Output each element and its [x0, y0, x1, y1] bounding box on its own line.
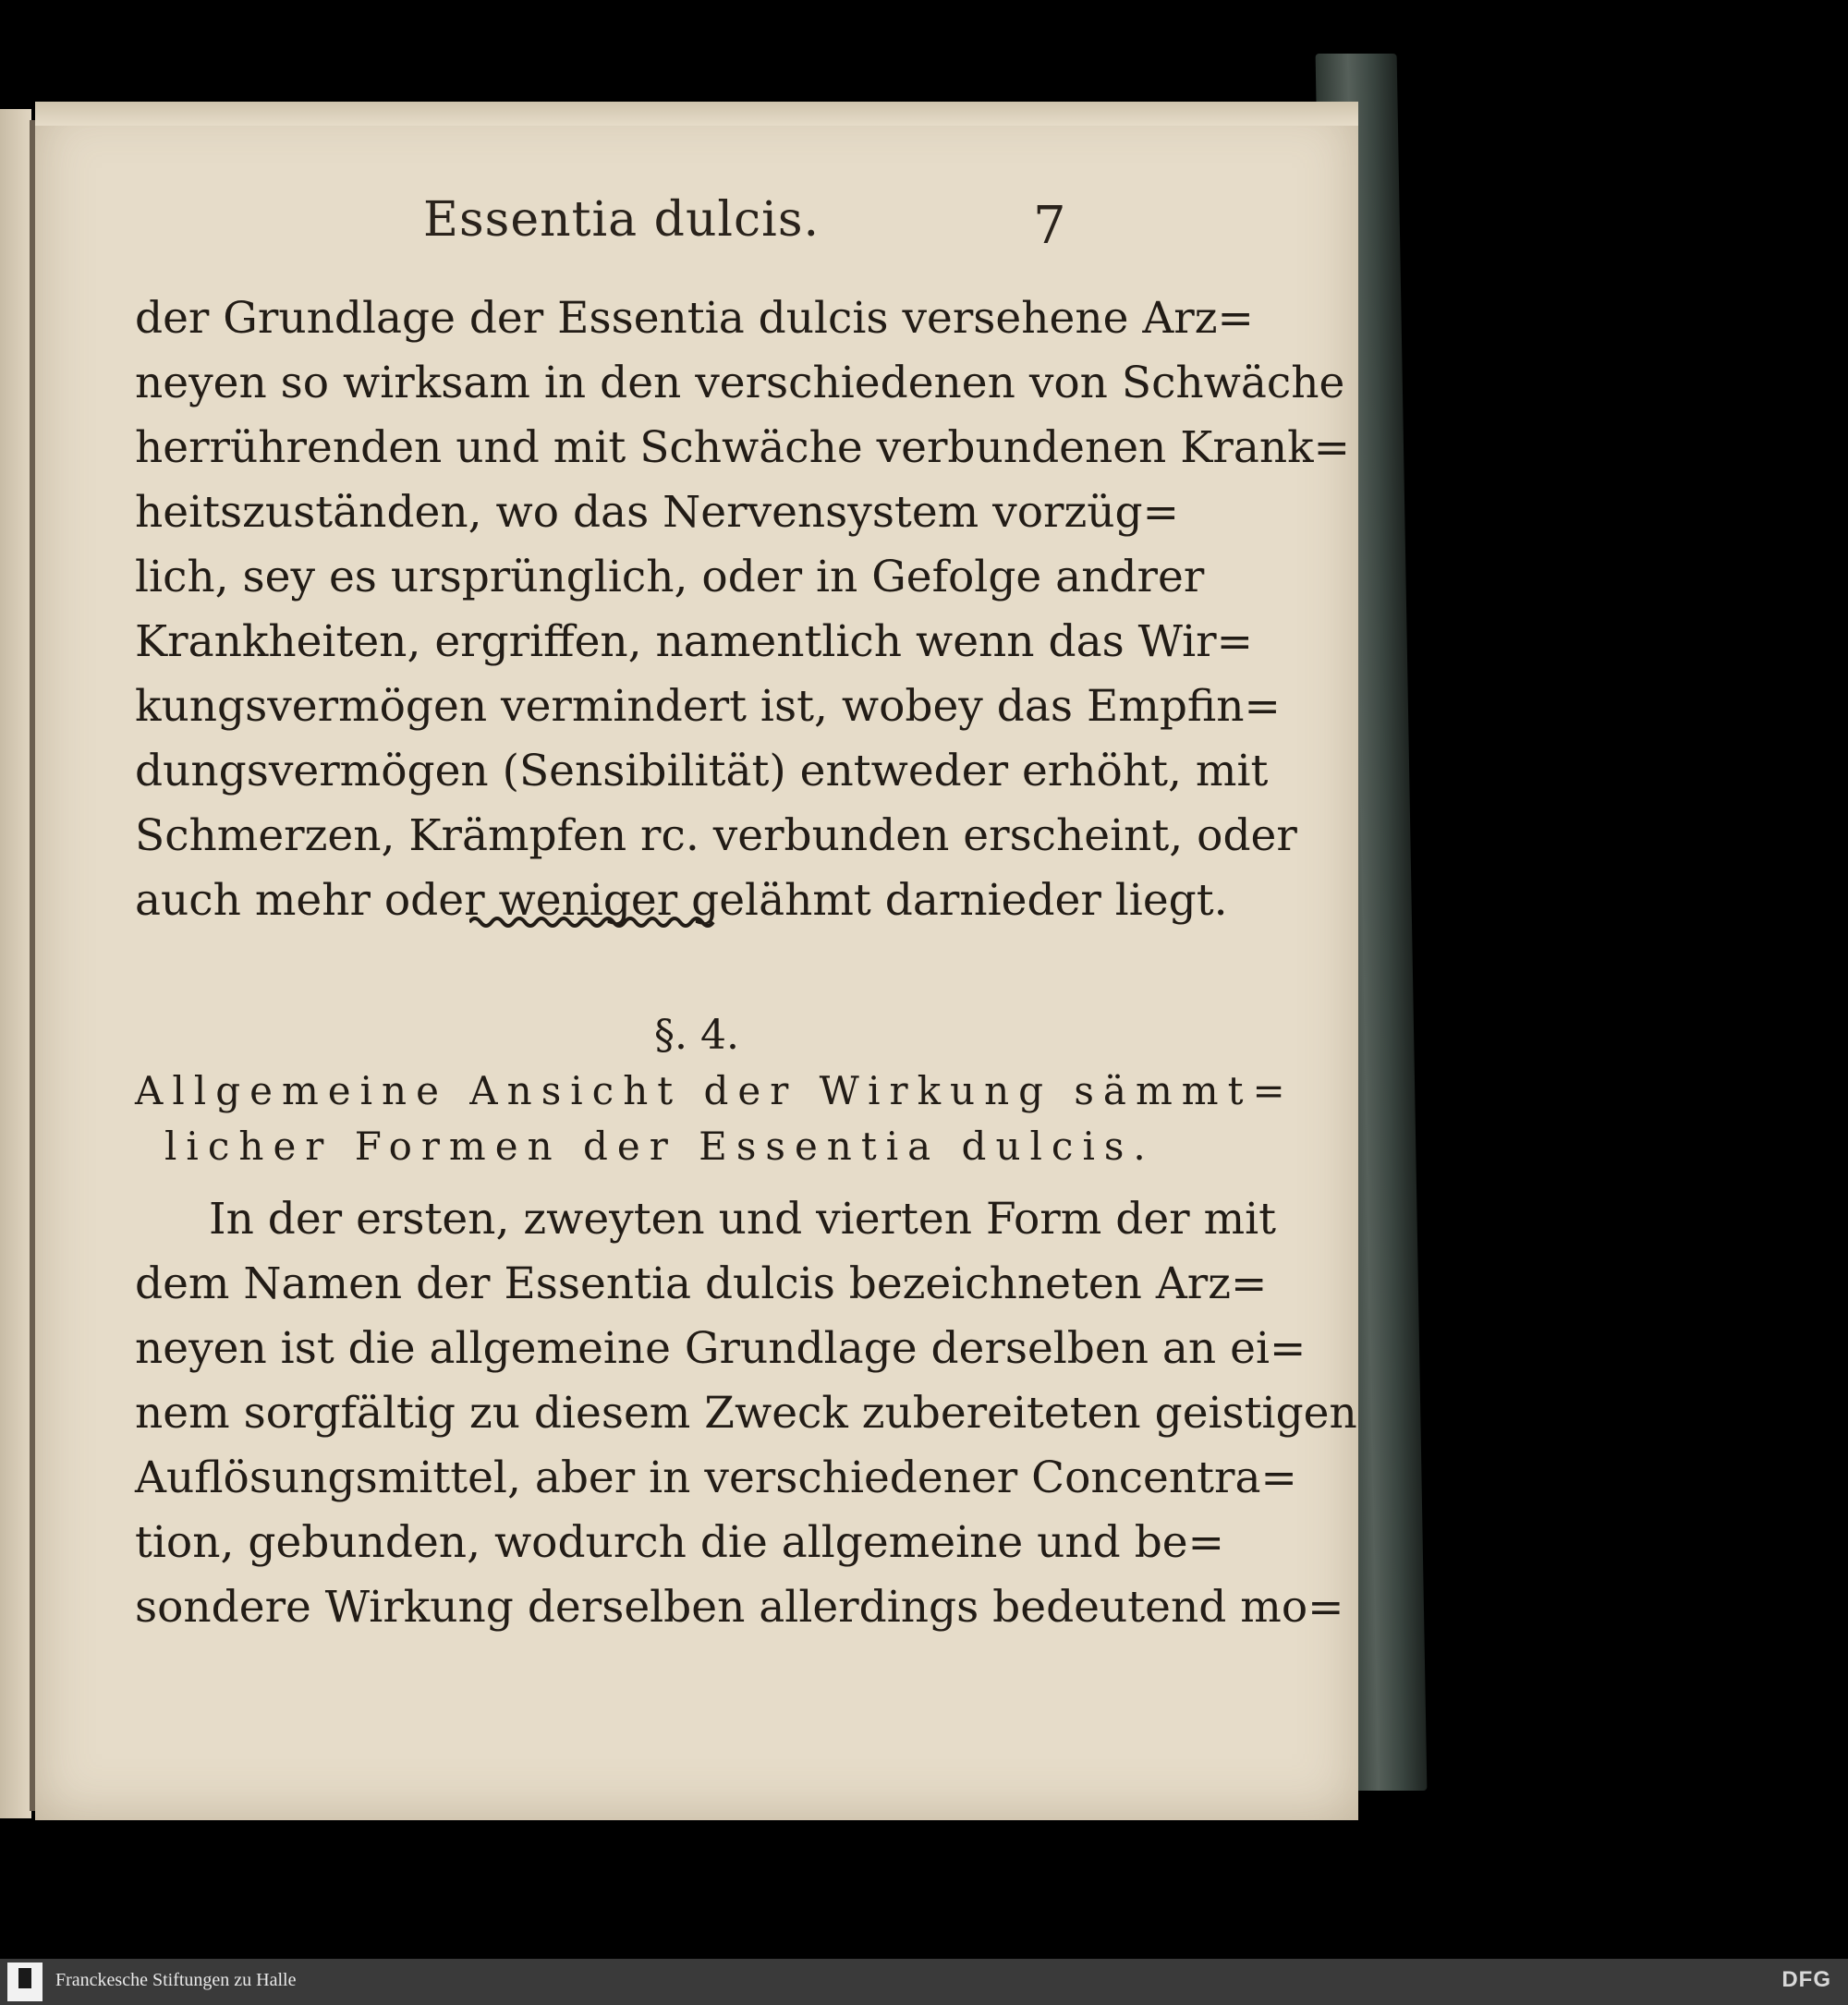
institution-logo-icon [7, 1962, 43, 2001]
viewer-footer [0, 1959, 1848, 2005]
text-line: sondere Wirkung derselben allerdings bedeutend mo= [135, 1582, 1344, 1633]
book-page [35, 102, 1358, 1820]
text-line: Schmerzen, Krämpfen rc. verbunden erscheint, oder [135, 810, 1297, 861]
page-number: 7 [1033, 196, 1066, 256]
text-line: In der ersten, zweyten und vierten Form der mit [209, 1194, 1277, 1245]
text-line: dem Namen der Essentia dulcis bezeichneten Arz= [135, 1258, 1268, 1309]
institution-name: Franckesche Stiftungen zu Halle [55, 1970, 297, 1990]
wavy-divider-ornament [469, 913, 719, 931]
text-line: auch mehr oder weniger gelähmt darnieder liegt. [135, 875, 1228, 926]
paragraph-1 [135, 286, 1350, 933]
text-line: dungsvermögen (Sensibilität) entweder erhöht, mit [135, 746, 1269, 796]
dfg-logo: DFG [1781, 1967, 1831, 1992]
page-top-edge [35, 102, 1358, 126]
text-line: tion, gebunden, wodurch die allgemeine und be= [135, 1517, 1224, 1568]
text-line: kungsvermögen vermindert ist, wobey das Empfin= [135, 681, 1281, 732]
left-page-sliver [0, 109, 31, 1818]
text-line: herrührenden und mit Schwäche verbundenen Krank= [135, 422, 1350, 473]
text-line: heitszuständen, wo das Nervensystem vorzüg= [135, 487, 1179, 538]
text-line: Auflösungsmittel, aber in verschiedener Concentra= [135, 1452, 1297, 1503]
text-line: neyen ist die allgemeine Grundlage derselben an ei= [135, 1323, 1307, 1374]
page-header [35, 192, 1358, 266]
text-line: neyen so wirksam in den verschiedenen von Schwäche [135, 358, 1345, 408]
text-line: lich, sey es ursprünglich, oder in Gefolge andrer [135, 552, 1205, 602]
section-heading-line-2: licher Formen der Essentia dulcis. [164, 1124, 1155, 1169]
text-line: der Grundlage der Essentia dulcis versehene Arz= [135, 293, 1254, 344]
text-line: Krankheiten, ergriffen, namentlich wenn das Wir= [135, 616, 1254, 667]
section-heading-line-1: Allgemeine Ansicht der Wirkung sämmt= [135, 1068, 1295, 1113]
section-mark: §. 4. [654, 1012, 739, 1059]
paragraph-2 [135, 1187, 1357, 1640]
running-title: Essentia dulcis. [423, 192, 821, 248]
text-line: nem sorgfältig zu diesem Zweck zubereiteten geistigen [135, 1388, 1357, 1439]
